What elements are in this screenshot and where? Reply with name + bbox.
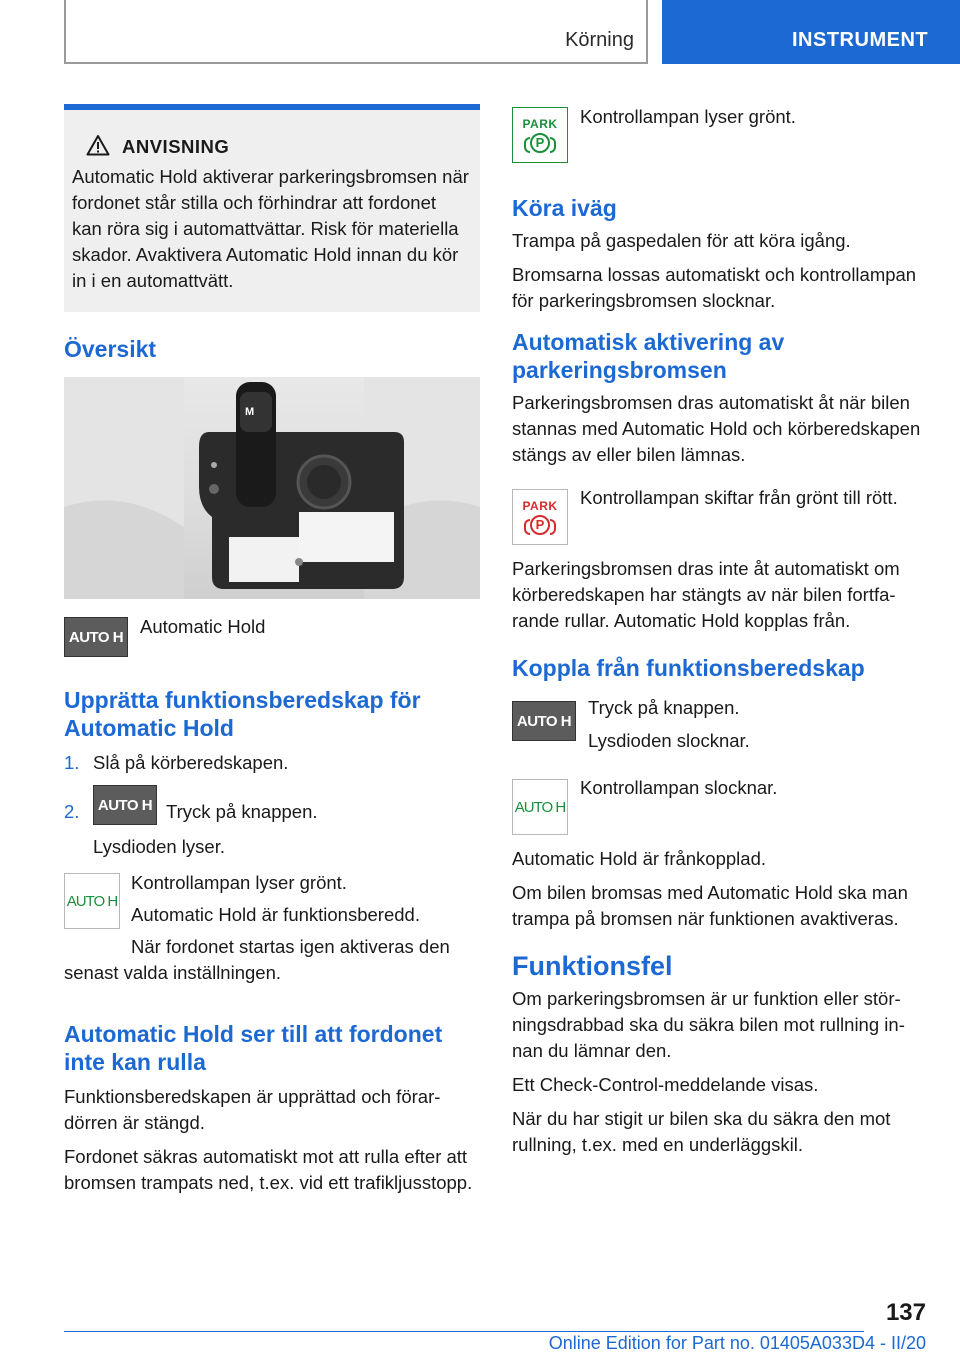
fel-p1: Om parkeringsbromsen är ur funktion eller störningsdrabbad ska du säkra bilen mot rullning innan du lämnar den. [512, 988, 905, 1061]
warning-title: ANVISNING [72, 134, 470, 160]
gear-selector-photo [64, 377, 480, 599]
heading-upprata: Upprätta funktionsberedskap för Automatic Hold [64, 687, 421, 741]
koppla-p4: Om bilen bromsas med Automatic Hold ska man trampa på bromsen när funktionen avaktiveras. [512, 882, 908, 929]
lamp-green-right: Kontrollampan lyser grönt. [580, 106, 796, 127]
auto-p1: Parkeringsbromsen dras automatiskt åt när bilen stannas med Automatic Hold och körberedskapen stängs av eller bilen lämnas. [512, 392, 921, 465]
auto-p2: Parkeringsbromsen dras inte åt automatiskt om körberedskapen har stängts av när bilen fortfarande rullar. Automatic Hold kopplas från. [512, 558, 900, 631]
park-red-lamp-icon: PARK P [512, 489, 568, 545]
left-column [64, 104, 480, 312]
kora-p1: Trampa på gaspedalen för att köra igång. [512, 230, 851, 251]
footer-edition: Online Edition for Part no. 01405A033D4 - II/20 [548, 1333, 926, 1353]
lamp-off-text: Kontrollampan slocknar. [580, 777, 778, 798]
warning-box [64, 104, 480, 312]
heading-koppla: Koppla från funktionsberedskap [512, 655, 865, 681]
koppla-p3: Automatic Hold är frånkopplad. [512, 848, 766, 869]
autoh-green-lamp-icon: AUTO H [64, 873, 120, 929]
warning-text: Automatic Hold aktiverar parkeringsbromsen när fordonet står stilla och förhindrar att fordonet kan röra sig i automattvättar. Risk för materiella skador. Avaktivera Automatic Hold innan du kör in i en automattvätt. [72, 166, 469, 291]
steps-list [64, 750, 480, 776]
fel-p3: När du har stigit ur bilen ska du säkra den mot rullning, t.ex. med en underläggskil. [512, 1108, 891, 1155]
step2-sub: Lysdioden lyser. [93, 836, 225, 857]
koppla-p2: Lysdioden slocknar. [588, 730, 750, 751]
lamp-change-text: Kontrollampan skiftar från grönt till rött. [580, 487, 898, 508]
heading-funktionsfel: Funktionsfel [512, 951, 673, 981]
svg-text:M: M [245, 406, 255, 418]
lamp-green-text: Kontrollampan lyser grönt. [131, 872, 347, 893]
restart-text: När fordonet startas igen aktiveras den senast valda inställningen. [64, 936, 450, 983]
kora-p2: Bromsarna lossas automatiskt och kontrollampan för parkeringsbromsen slocknar. [512, 264, 917, 311]
heading-rulla: Automatic Hold ser till att fordonet inte kan rulla [64, 1021, 443, 1075]
heading-oversikt: Översikt [64, 336, 157, 362]
page-number: 137 [885, 1299, 926, 1326]
warning-triangle-icon [86, 134, 110, 156]
heading-auto-aktivering: Automatisk aktivering av parkeringsbromsen [512, 329, 785, 383]
rulla-p1: Funktionsberedskapen är upprättad och förardörren är stängd. [64, 1086, 441, 1133]
autohold-button-icon: AUTO H [64, 617, 128, 657]
header-tab-instrument[interactable]: INSTRUMENT [662, 0, 960, 64]
heading-kora: Köra iväg [512, 195, 617, 221]
ready-text: Automatic Hold är funktionsberedd. [131, 904, 420, 925]
autohold-button-icon-step2: AUTO H [93, 785, 157, 825]
autohold-button-icon-koppla: AUTO H [512, 701, 576, 741]
autohold-caption: Automatic Hold [140, 616, 266, 637]
park-green-lamp-icon: PARK P [512, 107, 568, 163]
center-console-illustration [64, 377, 480, 599]
koppla-p1: Tryck på knappen. [588, 697, 740, 718]
fel-p2: Ett Check-Control-meddelande visas. [512, 1074, 819, 1095]
rulla-p2: Fordonet säkras automatiskt mot att rulla efter att bromsen trampats ned, t.ex. vid ett trafikljusstopp. [64, 1146, 473, 1193]
autoh-off-lamp-icon: AUTO H [512, 779, 568, 835]
footer-divider [64, 1331, 864, 1332]
header-section: Körning [565, 29, 634, 51]
step-1: 1. Slå på körberedskapen. [64, 752, 289, 773]
